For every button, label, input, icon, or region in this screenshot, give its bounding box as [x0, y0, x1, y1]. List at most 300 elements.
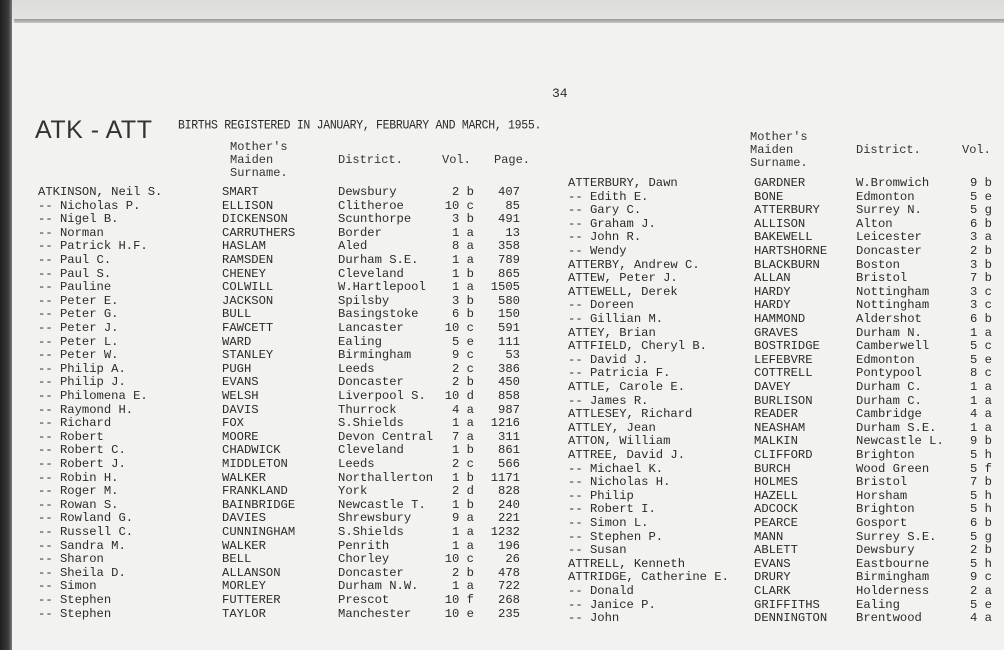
district: Bristol [856, 475, 908, 490]
page-ref: 150 [498, 307, 520, 322]
child-name: -- Nicholas P. [38, 198, 141, 213]
volume: 7 b [970, 475, 992, 490]
page-ref: 386 [498, 361, 520, 376]
volume: 1 a [452, 579, 474, 594]
mother-maiden-surname: ELLISON [222, 198, 274, 213]
district: Cleveland [338, 443, 404, 458]
district: Scunthorpe [338, 212, 412, 227]
mother-maiden-surname: HARDY [754, 284, 791, 299]
district: Basingstoke [338, 307, 419, 322]
child-name: -- Susan [568, 543, 627, 558]
mother-maiden-surname: EVANS [222, 375, 259, 390]
mother-maiden-surname: FRANKLAND [222, 484, 288, 499]
child-name: ATTEY, Brian [568, 325, 656, 340]
child-name: -- Paul C. [38, 253, 112, 267]
mother-maiden-surname: CLIFFORD [754, 448, 813, 462]
volume: 5 e [970, 189, 992, 204]
volume: 2 b [452, 185, 474, 199]
child-name: -- Robert I. [568, 502, 656, 517]
mother-maiden-surname: GRAVES [754, 325, 798, 340]
page-ref: 478 [498, 565, 520, 580]
district: Pontypool [856, 366, 922, 381]
mother-maiden-surname: DAVEY [754, 380, 791, 394]
mother-maiden-surname: MORLEY [222, 579, 266, 594]
page-ref: 1505 [490, 280, 520, 295]
child-name: -- Donald [568, 584, 634, 598]
volume: 5 h [970, 448, 992, 462]
child-name: -- Robert C. [38, 443, 126, 458]
child-name: -- Sheila D. [38, 565, 126, 580]
volume: 5 e [970, 597, 992, 612]
mother-maiden-surname: ATTERBURY [754, 203, 820, 218]
child-name: -- Stephen P. [568, 529, 664, 544]
child-name: -- Norman [38, 225, 104, 240]
child-name: -- Janice P. [568, 597, 656, 612]
volume: 4 a [970, 611, 992, 626]
child-name: -- Peter L. [38, 334, 119, 349]
district: Thurrock [338, 402, 397, 417]
mother-maiden-surname: HAZELL [754, 488, 798, 503]
district: Shrewsbury [338, 511, 412, 526]
child-name: ATTREE, David J. [568, 448, 686, 462]
volume: 4 a [452, 402, 474, 417]
surname-range: ATK - ATT [35, 116, 153, 144]
child-name: -- Roger M. [38, 484, 119, 499]
mother-maiden-surname: RAMSDEN [222, 253, 274, 267]
district: Durham C. [856, 393, 922, 408]
district: Leeds [338, 361, 375, 376]
page-ref: 1171 [490, 470, 520, 485]
mother-maiden-surname: WARD [222, 334, 252, 349]
volume: 9 c [970, 570, 992, 585]
mother-maiden-surname: READER [754, 407, 798, 422]
district: Northallerton [338, 470, 434, 485]
volume: 1 a [452, 225, 474, 240]
child-name: -- Nicholas H. [568, 475, 671, 490]
volume: 5 h [970, 488, 992, 503]
district: Spilsby [338, 293, 390, 308]
district: Eastbourne [856, 556, 930, 571]
child-name: -- John [568, 611, 620, 626]
scan-top-strip [0, 0, 1004, 20]
district: Brighton [856, 502, 915, 517]
volume: 1 b [452, 443, 474, 458]
child-name: -- Michael K. [568, 461, 664, 476]
district: Bristol [856, 271, 908, 286]
volume: 4 a [970, 407, 992, 422]
volume: 3 c [970, 284, 992, 299]
volume: 2 b [970, 244, 992, 258]
child-name: -- Peter J. [38, 321, 119, 335]
mother-maiden-surname: COTTRELL [754, 366, 813, 381]
child-name: -- Simon L. [568, 516, 649, 530]
district: W.Hartlepool [338, 280, 426, 295]
child-name: -- Philomena E. [38, 389, 148, 403]
volume: 9 c [452, 348, 474, 363]
district: S.Shields [338, 525, 404, 539]
volume: 3 b [452, 212, 474, 227]
district: Edmonton [856, 189, 915, 204]
child-name: -- Philip [568, 488, 634, 503]
page-ref: 26 [505, 552, 520, 567]
child-name: -- Philip A. [38, 361, 126, 376]
volume: 5 g [970, 203, 992, 218]
district: Liverpool S. [338, 389, 426, 403]
right-maiden-header: Mother's Maiden Surname. [750, 130, 808, 170]
child-name: -- Patrick H.F. [38, 239, 148, 254]
volume: 5 e [452, 334, 474, 349]
volume: 1 a [452, 280, 474, 295]
mother-maiden-surname: GRIFFITHS [754, 597, 820, 612]
district: Prescot [338, 593, 390, 607]
mother-maiden-surname: MANN [754, 529, 784, 544]
district: Doncaster [338, 565, 404, 580]
mother-maiden-surname: HOLMES [754, 475, 798, 490]
district: Ealing [856, 597, 900, 612]
page-ref: 722 [498, 579, 520, 594]
child-name: -- Gillian M. [568, 312, 664, 326]
volume: 9 b [970, 434, 992, 449]
volume: 10 e [444, 606, 474, 621]
volume: 10 c [444, 321, 474, 335]
mother-maiden-surname: FUTTERER [222, 593, 281, 607]
district: Durham C. [856, 380, 922, 394]
volume: 6 b [452, 307, 474, 322]
mother-maiden-surname: HARDY [754, 298, 791, 313]
page-ref: 13 [505, 225, 520, 240]
child-name: -- Richard [38, 416, 112, 431]
child-name: -- Wendy [568, 244, 627, 258]
volume: 10 f [444, 593, 474, 607]
mother-maiden-surname: NEASHAM [754, 420, 806, 435]
mother-maiden-surname: CARRUTHERS [222, 225, 296, 240]
volume: 1 a [970, 325, 992, 340]
district: Doncaster [856, 244, 922, 258]
mother-maiden-surname: CLARK [754, 584, 791, 598]
district: Gosport [856, 516, 908, 530]
district: Brentwood [856, 611, 922, 626]
district: Durham S.E. [856, 420, 937, 435]
page-ref: 861 [498, 443, 520, 458]
child-name: ATKINSON, Neil S. [38, 185, 163, 199]
mother-maiden-surname: WELSH [222, 389, 259, 403]
mother-maiden-surname: MOORE [222, 429, 259, 444]
volume: 1 a [452, 525, 474, 539]
mother-maiden-surname: HARTSHORNE [754, 244, 828, 258]
volume: 7 b [970, 271, 992, 286]
child-name: -- Edith E. [568, 189, 649, 204]
child-name: -- Rowan S. [38, 497, 119, 512]
mother-maiden-surname: PEARCE [754, 516, 798, 530]
child-name: ATTON, William [568, 434, 671, 449]
child-name: -- Stephen [38, 593, 112, 607]
page-ref: 196 [498, 538, 520, 553]
district: York [338, 484, 368, 499]
district: Penrith [338, 538, 390, 553]
district: Surrey S.E. [856, 529, 937, 544]
child-name: -- John R. [568, 230, 642, 245]
page-ref: 358 [498, 239, 520, 254]
district: W.Bromwich [856, 176, 930, 190]
district: Nottingham [856, 298, 930, 313]
child-name: -- Robin H. [38, 470, 119, 485]
page-ref: 566 [498, 457, 520, 471]
child-name: -- Sharon [38, 552, 104, 567]
volume: 2 c [452, 457, 474, 471]
district: Aldershot [856, 312, 922, 326]
district: Alton [856, 216, 893, 231]
mother-maiden-surname: CHADWICK [222, 443, 281, 458]
mother-maiden-surname: DRURY [754, 570, 791, 585]
page-ref: 789 [498, 253, 520, 267]
volume: 3 b [452, 293, 474, 308]
child-name: -- Simon [38, 579, 97, 594]
mother-maiden-surname: WALKER [222, 538, 266, 553]
page-ref: 1216 [490, 416, 520, 431]
mother-maiden-surname: ALLISON [754, 216, 806, 231]
child-name: -- Peter E. [38, 293, 119, 308]
page-ref: 491 [498, 212, 520, 227]
page-ref: 1232 [490, 525, 520, 539]
child-name: -- Patricia F. [568, 366, 671, 381]
volume: 1 a [970, 393, 992, 408]
register-page [12, 23, 1004, 650]
child-name: ATTERBURY, Dawn [568, 176, 678, 190]
mother-maiden-surname: GARDNER [754, 176, 806, 190]
volume: 5 g [970, 529, 992, 544]
page-ref: 591 [498, 321, 520, 335]
district: Doncaster [338, 375, 404, 390]
child-name: ATTRELL, Kenneth [568, 556, 686, 571]
mother-maiden-surname: BULL [222, 307, 252, 322]
district: Camberwell [856, 339, 930, 354]
left-maiden-header: Mother's Maiden Surname. [230, 140, 288, 180]
mother-maiden-surname: JACKSON [222, 293, 274, 308]
mother-maiden-surname: HASLAM [222, 239, 266, 254]
child-name: -- Nigel B. [38, 212, 119, 227]
district: Cambridge [856, 407, 922, 422]
mother-maiden-surname: FOX [222, 416, 244, 431]
page-ref: 85 [505, 198, 520, 213]
mother-maiden-surname: BONE [754, 189, 784, 204]
child-name: -- Philip J. [38, 375, 126, 390]
mother-maiden-surname: DENNINGTON [754, 611, 828, 626]
page-ref: 53 [505, 348, 520, 363]
mother-maiden-surname: ALLANSON [222, 565, 281, 580]
child-name: ATTEW, Peter J. [568, 271, 678, 286]
volume: 1 a [452, 253, 474, 267]
volume: 2 b [452, 565, 474, 580]
volume: 10 c [444, 552, 474, 567]
child-name: -- Raymond H. [38, 402, 134, 417]
mother-maiden-surname: BLACKBURN [754, 257, 820, 272]
volume: 2 c [452, 361, 474, 376]
mother-maiden-surname: DICKENSON [222, 212, 288, 227]
child-name: -- Graham J. [568, 216, 656, 231]
child-name: -- Robert J. [38, 457, 126, 471]
page-ref: 987 [498, 402, 520, 417]
volume: 9 b [970, 176, 992, 190]
mother-maiden-surname: ABLETT [754, 543, 798, 558]
scan-left-edge [0, 0, 12, 650]
volume: 2 b [970, 543, 992, 558]
volume: 10 c [444, 198, 474, 213]
mother-maiden-surname: SMART [222, 185, 259, 199]
district: Aled [338, 239, 368, 254]
child-name: ATTRIDGE, Catherine E. [568, 570, 729, 585]
volume: 2 b [452, 375, 474, 390]
volume: 2 d [452, 484, 474, 499]
district: Durham S.E. [338, 253, 419, 267]
mother-maiden-surname: ALLAN [754, 271, 791, 286]
child-name: ATTLEY, Jean [568, 420, 656, 435]
district: S.Shields [338, 416, 404, 431]
mother-maiden-surname: LEFEBVRE [754, 352, 813, 367]
district: Chorley [338, 552, 390, 567]
mother-maiden-surname: TAYLOR [222, 606, 266, 621]
left-vol-header: Vol. [442, 153, 471, 167]
mother-maiden-surname: FAWCETT [222, 321, 274, 335]
child-name: ATTLESEY, Richard [568, 407, 693, 422]
page-ref: 865 [498, 266, 520, 281]
child-name: -- Peter G. [38, 307, 119, 322]
page-ref: 240 [498, 497, 520, 512]
child-name: -- Stephen [38, 606, 112, 621]
district: Nottingham [856, 284, 930, 299]
page-number: 34 [552, 86, 568, 101]
district: Brighton [856, 448, 915, 462]
volume: 5 e [970, 352, 992, 367]
child-name: -- Doreen [568, 298, 634, 313]
child-name: -- Robert [38, 429, 104, 444]
right-district-header: District. [856, 143, 921, 157]
volume: 5 f [970, 461, 992, 476]
mother-maiden-surname: STANLEY [222, 348, 274, 363]
mother-maiden-surname: DAVIS [222, 402, 259, 417]
district: Holderness [856, 584, 930, 598]
left-district-header: District. [338, 153, 403, 167]
district: Durham N.W. [338, 579, 419, 594]
left-page-header: Page. [494, 153, 531, 167]
volume: 6 b [970, 516, 992, 530]
mother-maiden-surname: BOSTRIDGE [754, 339, 820, 354]
volume: 3 c [970, 298, 992, 313]
page-ref: 407 [498, 185, 520, 199]
district: Clitheroe [338, 198, 404, 213]
mother-maiden-surname: WALKER [222, 470, 266, 485]
mother-maiden-surname: PUGH [222, 361, 252, 376]
district: Boston [856, 257, 900, 272]
district: Birmingham [856, 570, 930, 585]
district: Dewsbury [338, 185, 397, 199]
page-title: BIRTHS REGISTERED IN JANUARY, FEBRUARY AND MARCH, 1955. [178, 118, 542, 133]
volume: 8 c [970, 366, 992, 381]
mother-maiden-surname: BURLISON [754, 393, 813, 408]
child-name: -- Russell C. [38, 525, 134, 539]
page-ref: 235 [498, 606, 520, 621]
mother-maiden-surname: ADCOCK [754, 502, 798, 517]
mother-maiden-surname: MALKIN [754, 434, 798, 449]
child-name: -- David J. [568, 352, 649, 367]
page-ref: 450 [498, 375, 520, 390]
child-name: ATTFIELD, Cheryl B. [568, 339, 707, 354]
volume: 3 b [970, 257, 992, 272]
district: Leeds [338, 457, 375, 471]
volume: 7 a [452, 429, 474, 444]
child-name: -- Peter W. [38, 348, 119, 363]
mother-maiden-surname: BAKEWELL [754, 230, 813, 245]
child-name: -- James R. [568, 393, 649, 408]
volume: 6 b [970, 312, 992, 326]
district: Newcastle T. [338, 497, 426, 512]
volume: 6 b [970, 216, 992, 231]
child-name: -- Gary C. [568, 203, 642, 218]
child-name: -- Paul S. [38, 266, 112, 281]
mother-maiden-surname: CHENEY [222, 266, 266, 281]
volume: 10 d [444, 389, 474, 403]
district: Manchester [338, 606, 412, 621]
district: Surrey N. [856, 203, 922, 218]
child-name: -- Rowland G. [38, 511, 134, 526]
child-name: ATTEWELL, Derek [568, 284, 678, 299]
district: Lancaster [338, 321, 404, 335]
volume: 1 a [970, 420, 992, 435]
district: Dewsbury [856, 543, 915, 558]
volume: 1 a [452, 416, 474, 431]
district: Cleveland [338, 266, 404, 281]
volume: 8 a [452, 239, 474, 254]
volume: 1 a [970, 380, 992, 394]
mother-maiden-surname: BAINBRIDGE [222, 497, 296, 512]
volume: 1 b [452, 470, 474, 485]
mother-maiden-surname: HAMMOND [754, 312, 806, 326]
district: Wood Green [856, 461, 930, 476]
mother-maiden-surname: CUNNINGHAM [222, 525, 296, 539]
volume: 1 b [452, 497, 474, 512]
district: Leicester [856, 230, 922, 245]
district: Horsham [856, 488, 908, 503]
volume: 9 a [452, 511, 474, 526]
volume: 1 b [452, 266, 474, 281]
district: Ealing [338, 334, 382, 349]
mother-maiden-surname: COLWILL [222, 280, 274, 295]
mother-maiden-surname: BURCH [754, 461, 791, 476]
page-ref: 311 [498, 429, 520, 444]
page-ref: 580 [498, 293, 520, 308]
page-ref: 111 [498, 334, 520, 349]
mother-maiden-surname: BELL [222, 552, 252, 567]
district: Edmonton [856, 352, 915, 367]
page-ref: 828 [498, 484, 520, 499]
child-name: -- Sandra M. [38, 538, 126, 553]
district: Devon Central [338, 429, 434, 444]
child-name: ATTLE, Carole E. [568, 380, 686, 394]
volume: 2 a [970, 584, 992, 598]
mother-maiden-surname: DAVIES [222, 511, 266, 526]
district: Birmingham [338, 348, 412, 363]
district: Durham N. [856, 325, 922, 340]
page-ref: 221 [498, 511, 520, 526]
volume: 5 h [970, 502, 992, 517]
volume: 5 c [970, 339, 992, 354]
mother-maiden-surname: EVANS [754, 556, 791, 571]
district: Newcastle L. [856, 434, 944, 449]
child-name: -- Pauline [38, 280, 112, 295]
district: Border [338, 225, 382, 240]
mother-maiden-surname: MIDDLETON [222, 457, 288, 471]
volume: 5 h [970, 556, 992, 571]
volume: 1 a [452, 538, 474, 553]
